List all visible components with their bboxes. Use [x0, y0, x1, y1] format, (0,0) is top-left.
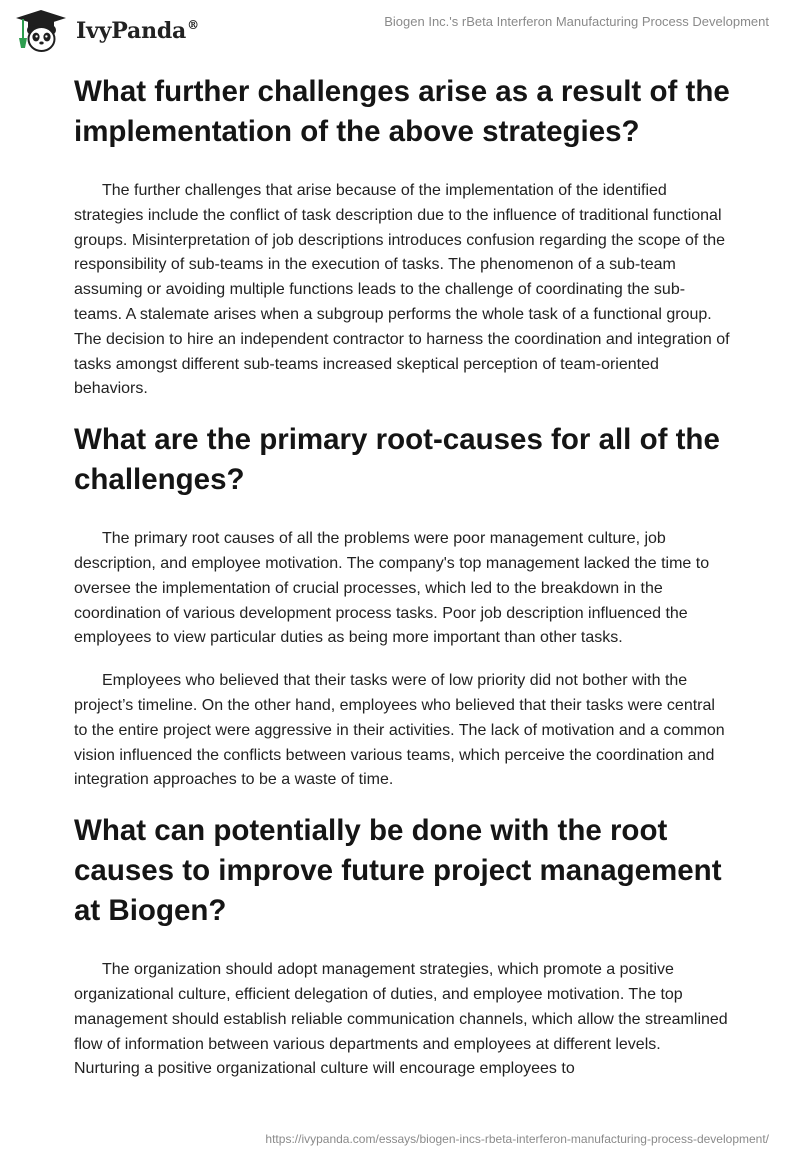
paragraph: The primary root causes of all the problems were poor management culture, job description, and employee motivation. The company's top management lacked the time to oversee the implementation of crucial processes, which led to the breakdown in the coordination of various development process tasks. Poor job description influenced the employees to view particular duties as being more important than other tasks.: [74, 530, 710, 647]
section-root-causes: [74, 420, 730, 793]
page-header: [0, 0, 800, 60]
source-url[interactable]: https://ivypanda.com/essays/biogen-incs-rbeta-interferon-manufacturing-process-development/: [265, 1132, 769, 1146]
registered-mark: ®: [187, 18, 199, 32]
panda-graduate-icon: [14, 8, 72, 54]
paragraph: Employees who believed that their tasks were of low priority did not bother with the project’s timeline. On the other hand, employees who believed that their tasks were central to the entire project were aggressive in their activities. The lack of motivation and a common vision influenced the conflicts between various teams, which perceive the coordination and integration approaches to be a waste of time.: [74, 672, 725, 789]
essay-content: [74, 72, 730, 1100]
brand-name: [76, 18, 199, 44]
paragraph: The organization should adopt management strategies, which promote a positive organizational culture, efficient delegation of duties, and employee motivation. The top management should establish reliable communication channels, which allow the streamlined flow of information between various departments and employees at different levels. Nurturing a positive organizational culture will encourage employees to: [74, 961, 728, 1078]
brand-label: IvyPanda: [76, 18, 187, 44]
ivypanda-logo[interactable]: [14, 8, 199, 54]
paragraph: The further challenges that arise because of the implementation of the identified strategies include the conflict of task description due to the influence of traditional functional groups. Misinterpretation of job descriptions introduces confusion regarding the scope of the responsibility of sub-teams in the execution of tasks. The phenomenon of a sub-team assuming or avoiding multiple functions leads to the challenge of coordinating the sub-teams. A stalemate arises when a subgroup performs the whole task of a functional group. The decision to hire an independent contractor to harness the coordination and integration of tasks amongst different sub-teams increased skeptical perception of team-oriented behaviors.: [74, 182, 730, 398]
section-heading: What can potentially be done with the root causes to improve future project management at Biogen?: [74, 814, 722, 928]
section-heading: What are the primary root-causes for all of the challenges?: [74, 423, 720, 497]
section-further-challenges: [74, 72, 730, 402]
section-heading: What further challenges arise as a result of the implementation of the above strategies?: [74, 75, 730, 148]
section-future-improvements: [74, 811, 730, 1082]
document-title: Biogen Inc.'s rBeta Interferon Manufacturing Process Development: [384, 14, 769, 29]
